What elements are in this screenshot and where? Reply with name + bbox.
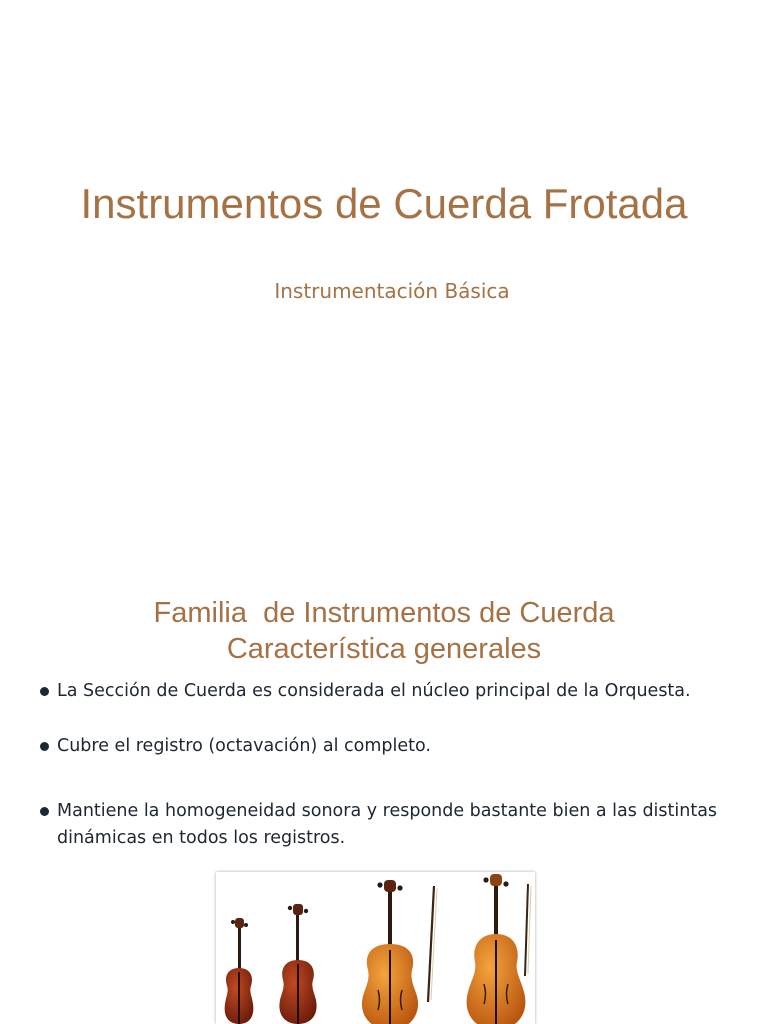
list-item [40,678,745,705]
list-item-text: Cubre el registro (octavación) al completo. [57,736,431,756]
string-instruments-photo [216,872,535,1024]
cello-icon [362,880,418,1024]
list-item [40,733,745,760]
list-item [40,798,745,852]
violin-icon [225,918,254,1024]
bullet-icon [40,742,49,751]
string-instruments-illustration [216,872,535,1024]
slide-subtitle: Instrumentación Básica [274,279,510,303]
section-heading-line-1: Familia de Instrumentos de Cuerda [153,597,615,629]
characteristics-list [40,678,745,852]
list-item-text: La Sección de Cuerda es considerada el núcleo principal de la Orquesta. [57,681,691,701]
list-item-text: Mantiene la homogeneidad sonora y responde bastante bien a las distintas dinámicas en todos los registros. [57,801,718,848]
section-heading [0,595,768,667]
bullet-icon [40,687,49,696]
viola-icon [279,904,316,1024]
bow-icon [525,884,531,976]
double-bass-icon [467,874,526,1024]
section-heading-line-2: Característica generales [226,633,542,665]
slide-title: Instrumentos de Cuerda Frotada [80,180,688,227]
bow-icon [428,886,437,1002]
bullet-icon [40,807,49,816]
